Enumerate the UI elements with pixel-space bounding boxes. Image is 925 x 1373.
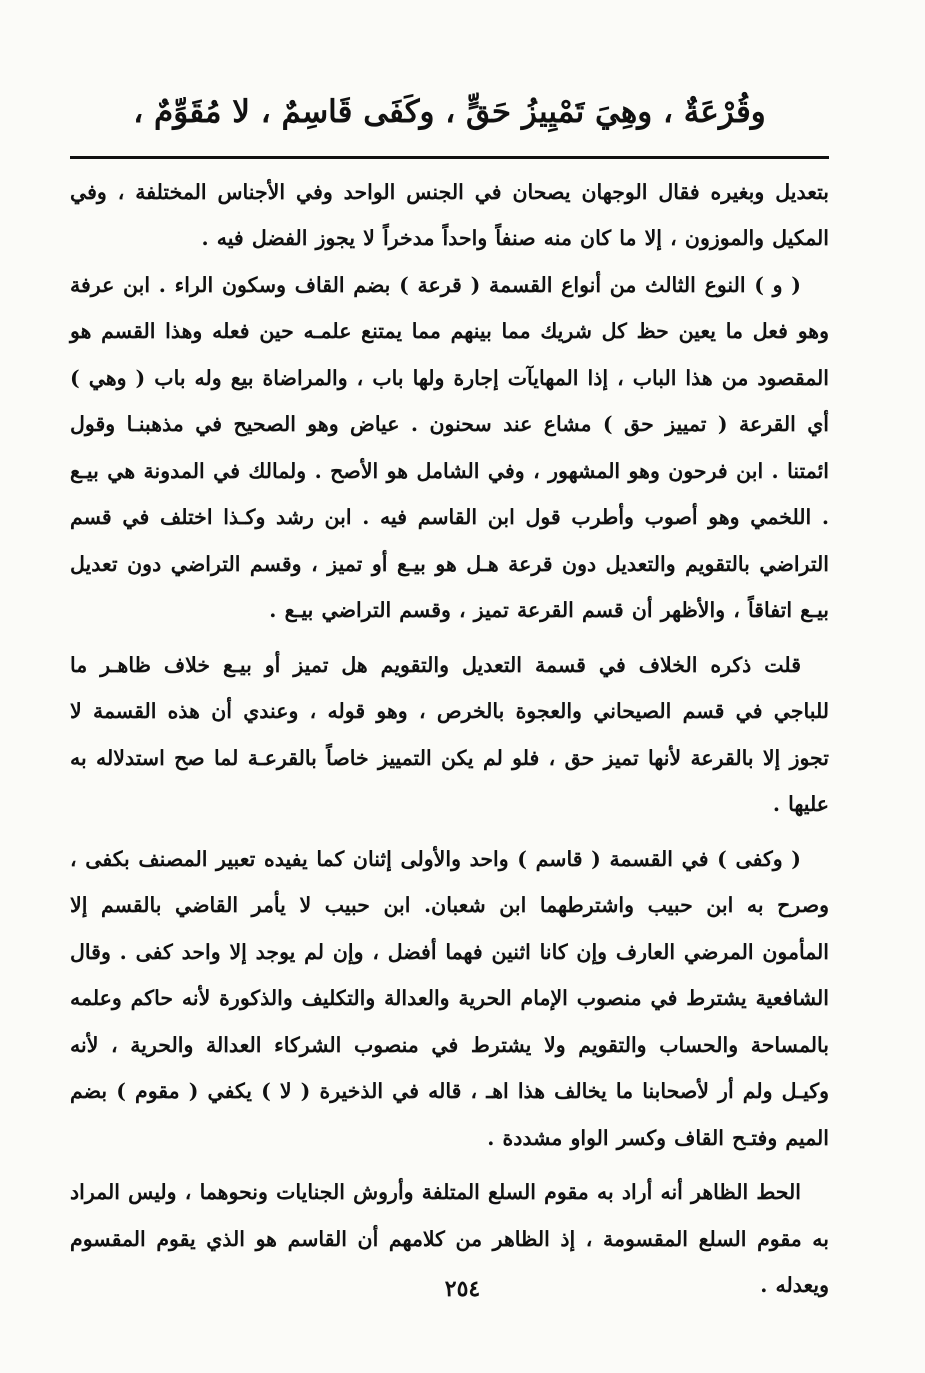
- paragraph: قلت ذكره الخلاف في قسمة التعديل والتقويم هل تميز أو بيـع خلاف ظاهـر ما للباجي في قسم الصيحاني والعجوة بالخرص ، وهو قوله ، وعندي أن هذه القسمة لا تجوز إلا بالقرعة لأنها تميز حق ، فلو لم يكن التمييز خاصاً بالقرعـة لما صح استدلاله به عليها .: [70, 652, 829, 817]
- page-number: ٢٥٤: [444, 1276, 481, 1302]
- paragraph: بتعديل وبغيره فقال الوجهان يصحان في الجنس الواحد وفي الأجناس المختلفة ، وفي المكيل والموزون ، إلا ما كان منه صنفاً واحداً مدخراً لا يجوز الفضل فيه .: [70, 179, 829, 251]
- header-divider: [70, 156, 829, 159]
- paragraph: ( وكفى ) في القسمة ( قاسم ) واحد والأولى إثنان كما يفيده تعبير المصنف بكفى ، وصرح به ابن حبيب واشترطهما ابن شعبان. ابن حبيب لا يأمر القاضي بالقسم إلا المأمون المرضي العارف وإن كانا اثنين فهما أفضل ، وإن لم يوجد إلا واحد كفى . وقال الشافعية يشترط في منصوب الإمام الحرية والعدالة والتكليف والذكورة لأنه حاكم وعلمه بالمساحة والحساب والتقويم ولا يشترط في منصوب الشركاء العدالة والحرية ، لأنه وكيـل ولم أر لأصحابنا ما يخالف هذا اهـ ، قاله في الذخيرة ( لا ) يكفي ( مقوم ) بضم الميم وفتـح القاف وكسر الواو مشددة .: [70, 846, 829, 1150]
- matn-header-line: وقُرْعَةٌ ، وهِيَ تَمْيِيزُ حَقٍّ ، وكَفَى قَاسِمٌ ، لا مُقَوِّمٌ ،: [133, 94, 766, 130]
- paragraph: الحط الظاهر أنه أراد به مقوم السلع المتلفة وأروش الجنايات ونحوهما ، وليس المراد به مقوم السلع المقسومة ، إذ الظاهر من كلامهم أن القاسم هو الذي يقوم المقسوم ويعدله .: [70, 1180, 829, 1298]
- paragraph: ( و ) النوع الثالث من أنواع القسمة ( قرعة ) بضم القاف وسكون الراء . ابن عرفة وهو فعل ما يعين حظ كل شريك مما بينهم مما يمتنع علمـه حين فعله وهذا القسم هو المقصود من هذا الباب ، إذا المهايآت إجارة ولها باب ، والمراضاة بيع وله باب ( وهي ) أي القرعة ( تمييز حق ) مشاع عند سحنون . عياض وهو الصحيح في مذهبنـا وقول ائمتنا . ابن فرحون وهو المشهور ، وفي الشامل هو الأصح . ولمالك في المدونة هي بيـع . اللخمي وهو أصوب وأطرب قول ابن القاسم فيه . ابن رشد وكـذا اختلف في قسم التراضي بالتقويم والتعديل دون قرعة هـل هو بيـع أو تميز ، وقسم التراضي دون تعديل بيـع اتفاقاً ، والأظهر أن قسم القرعة تميز ، وقسم التراضي بيـع .: [70, 272, 829, 623]
- commentary-body: [70, 169, 829, 1309]
